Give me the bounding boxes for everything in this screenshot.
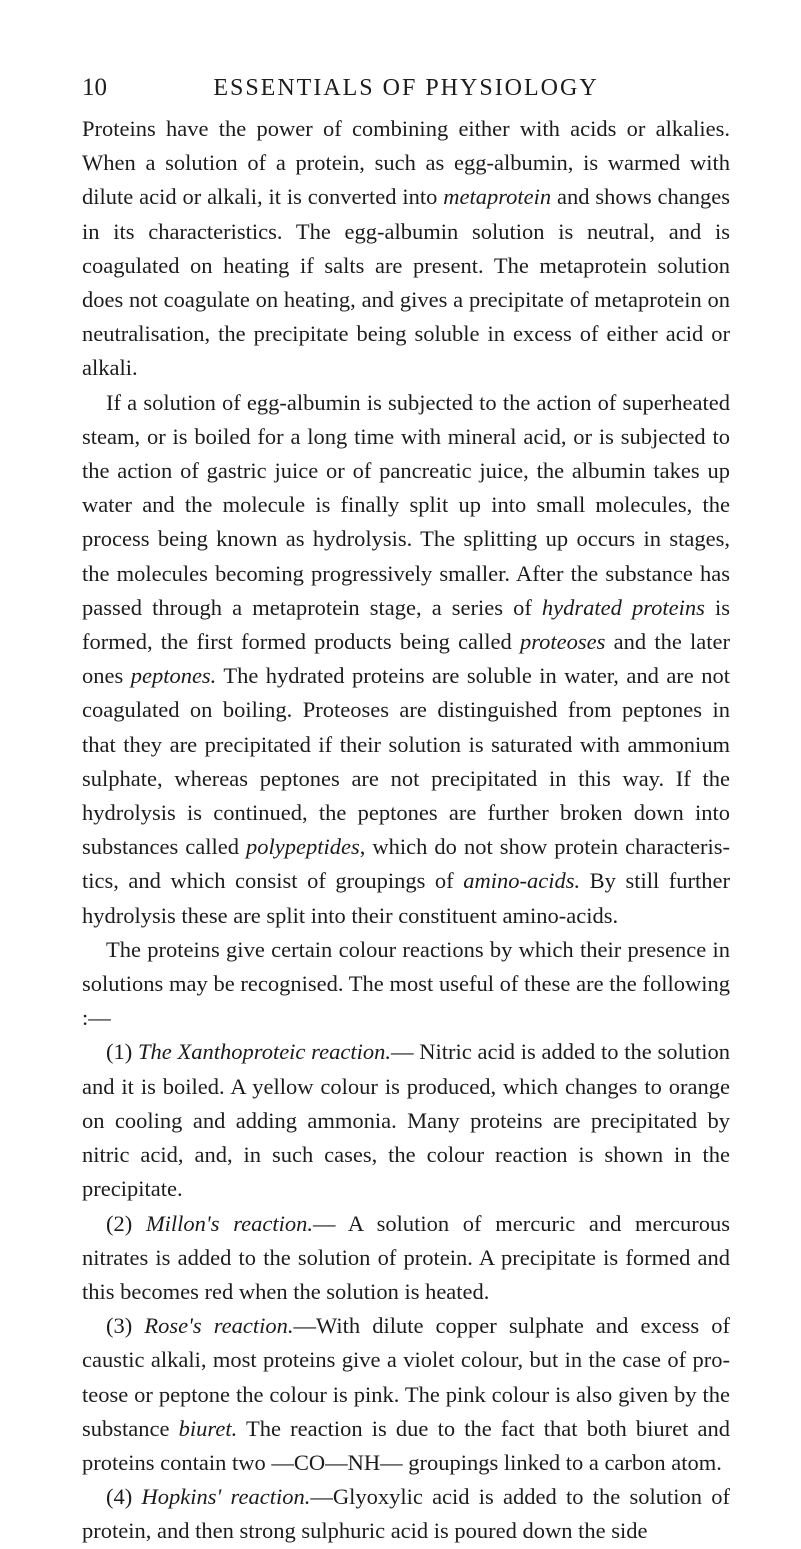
paragraph-metaprotein: Proteins have the power of combining either with acids or alkalies. When a solution of a protein, such as egg-albumin, is warmed with dilute acid or alkali, it is converted into metaprotein and shows changes in its characteristics. The egg-albumin solution is neutral, and is coagulated on heating if salts are present. The metaprotein solution does not coagulate on heating, and gives a precipitate of metaprotein on neutralisation, the precipitate being soluble in excess of either acid or alkali.: [82, 116, 731, 381]
body-text: [82, 112, 730, 1549]
page-header: [82, 68, 730, 108]
reaction-name: The Xanthoproteic reaction.: [138, 1039, 391, 1065]
term-proteoses: proteoses: [519, 629, 606, 655]
reaction-name: Rose's reaction.: [144, 1313, 294, 1339]
reaction-name: Hopkins' reaction.: [141, 1484, 311, 1510]
term-peptones: peptones.: [130, 663, 217, 689]
reaction-name: Millon's reaction.: [145, 1210, 313, 1236]
term-hydrated-proteins: hydrated proteins: [541, 594, 705, 620]
reaction-millon: (2) Millon's reaction.— A solution of mercuric and mercurous nitrates is added to the solution of protein. A precipitate is formed and this becomes red when the solution is heated.: [82, 1210, 731, 1304]
paragraph-hydrolysis: If a solution of egg-albumin is subjected to the action of superheated steam, or is boiled for a long time with mineral acid, or is subjected to the action of gastric juice or of pancreatic juice, the albumin takes up water and the molecule is finally split up into small molecules, the process being known as hydrolysis. The splitting up occurs in stages, the molecules becoming progressively smaller. After the substance has passed through a metaprotein stage, a series of hydrated proteins is formed, the first formed products being called proteoses and the later ones peptones. The hydrated proteins are soluble in water, and are not coagulated on boiling. Proteoses are distinguished from peptones in that they are precipitated if their solution is saturated with ammonium sulphate, whereas peptones are not precipitated in this way. If the hydrolysis is continued, the peptones are further broken down into substances called polypeptides, which do not show protein characteris- tics, and which consist of groupings of amino-acids. By still further hydrolysis these are split into their constituent amino-acids.: [82, 389, 730, 928]
reaction-hopkins: (4) Hopkins' reaction.—Glyoxylic acid is added to the solution of protein, and then strong sulphuric acid is poured down the side: [82, 1484, 731, 1544]
term-amino-acids: amino-acids.: [463, 868, 581, 894]
term-metaprotein: metaprotein: [443, 184, 552, 210]
paragraph-colour-reactions: The proteins give certain colour reactions by which their presence in solutions may be recognised. The most useful of these are the following :—: [82, 936, 730, 1031]
term-polypeptides: polypeptides: [246, 834, 360, 860]
page-number: 10: [82, 74, 107, 101]
running-title: ESSENTIALS OF PHYSIOLOGY: [213, 75, 599, 101]
reaction-xanthoproteic: (1) The Xanthoproteic reaction.— Nitric acid is added to the solution and it is boiled. A yellow colour is produced, which changes to orange on cooling and adding ammonia. Many proteins are precipitated by nitric acid, and, in such cases, the colour reaction is shown in the precipitate.: [82, 1039, 731, 1202]
reaction-rose: (3) Rose's reaction.—With dilute copper sulphate and excess of caustic alkali, most proteins give a violet colour, but in the case of pro- teose or peptone the colour is pink. The pink colour is also given by the substance biuret. The reaction is due to the fact that both biuret and proteins contain two —CO—NH— groupings linked to a carbon atom.: [82, 1313, 731, 1475]
term-biuret: biuret.: [178, 1415, 238, 1441]
